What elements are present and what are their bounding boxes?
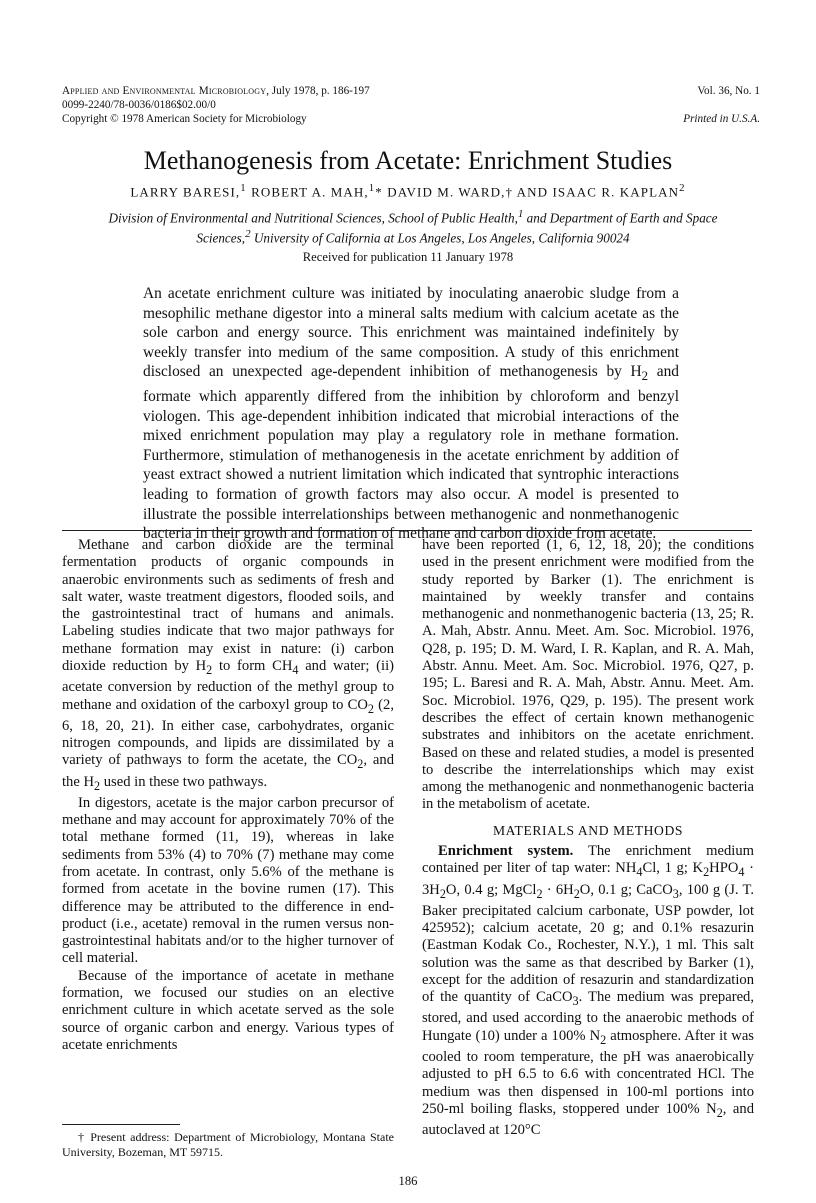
article-title: Methanogenesis from Acetate: Enrichment Studies xyxy=(143,146,673,175)
issue-info: , July 1978, p. 186-197 xyxy=(266,85,370,97)
volume-info: Vol. 36, No. 1 xyxy=(697,85,760,97)
doi-code: 0099-2240/78-0036/0186$02.00/0 xyxy=(62,99,216,111)
running-header-right xyxy=(540,84,760,126)
abstract: An acetate enrichment culture was initiated by inoculating anaerobic sludge from a mesophilic methane digestor into a mineral salts medium with calcium acetate as the sole carbon and energy source. This enrichment was maintained indefinitely by weekly transfer into medium of the same composition. A study of this enrichment disclosed an unexpected age-dependent inhibition of methanogenesis by $H_2$ and formate which apparently differed from the inhibition by chloroform and benzyl viologen. This age-dependent inhibition indicated that microbial interactions of the mixed enrichment population may play a regulatory role in methane formation. Furthermore, stimulation of methanogenesis in the acetate enrichment by addition of yeast extract showed a nutrient limitation which indicated that syntrophic interactions leading to formation of growth factors may also occur. A model is presented to illustrate the possible interrelationships between methanogenic and nonmethanogenic bacteria in their growth and formation of methane and carbon dioxide from acetate. xyxy=(143,285,679,543)
methods-text: The enrichment medium contained per liter of tap water: $NH_4Cl$, 1 g; $K_2HPO_4 \cdot 3H_2O$, 0.4 g; MgCl$_2$ · $6H_2O$, 0.1 g; CaCO$_3$, 100 g (J. T. Baker precipitated calcium carbonate, USP powder, lot 425952); calcium acetate, 20 g; and 0.1% resazurin (Eastman Kodak Co., Rochester, N.Y.), 1 ml. This salt solution was the same as that described by Barker (1), except for the addition of resazurin and standardization of the quantity of CaCO$_3$. The medium was prepared, stored, and used according to the anaerobic methods of Hungate (10) under a 100% $N_2$ atmosphere. After it was cooled to room temperature, the pH was anaerobically adjusted to pH 6.5 to 6.6 with concentrated HCl. The medium was then dispensed in 100-ml portions into 250-ml boiling flasks, stoppered under 100% $N_2$, and autoclaved at 120°C xyxy=(422,843,755,1139)
copyright-line: Copyright © 1978 American Society for Microbiology xyxy=(62,113,307,125)
methods-paragraph-1 xyxy=(422,843,754,1139)
journal-citation xyxy=(62,84,582,98)
run-in-heading: Enrichment system. xyxy=(438,843,574,860)
page-number: 186 xyxy=(398,1174,418,1188)
intro-paragraph-1: Methane and carbon dioxide are the terminal fermentation products of organic compounds in anaerobic environments such as sediments of fresh and salt water, waste treatment digestors, flooded soils, and the gastrointestinal tract of humans and animals. Labeling studies indicate that two major pathways for methane formation may exist in nature: (i) carbon dioxide reduction by $H_2$ to form $CH_4$ and water; (ii) acetate conversion by reduction of the methyl group to methane and oxidation of the carboxyl group to $CO_2$ (2, 6, 18, 20, 21). In either case, carbohydrates, organic nitrogen compounds, and lipids are dissimilated by a variety of pathways to form the acetate, the $CO_2$, and the $H_2$ used in these two pathways. xyxy=(62,537,394,793)
footnote: † Present address: Department of Microbiology, Montana State University, Bozeman, MT 59715. xyxy=(62,1130,394,1159)
body-column-right xyxy=(422,537,754,1139)
author-affiliation: Division of Environmental and Nutritional Sciences, School of Public Health,$^1$ and Department of Earth and Space Sciences,$^2$ University of California at Los Angeles, Los Angeles, California 90024 xyxy=(108,208,718,246)
footnote-divider xyxy=(62,1124,180,1125)
author-list: LARRY BARESI,$^1$ ROBERT A. MAH,$^1$* DAVID M. WARD,† AND ISAAC R. KAPLAN$^2$ xyxy=(130,182,686,200)
received-date: Received for publication 11 January 1978 xyxy=(302,250,514,264)
running-header-left xyxy=(62,84,582,126)
intro-paragraph-continued: have been reported (1, 6, 12, 18, 20); the conditions used in the present enrichment were modified from the study reported by Barker (1). The enrichment is maintained by weekly transfer and contains methanogenic and nonmethanogenic bacteria (13, 25; R. A. Mah, Abstr. Annu. Meet. Am. Soc. Microbiol. 1976, Q28, p. 195; D. M. Ward, I. R. Kaplan, and R. A. Mah, Abstr. Annu. Meet. Am. Soc. Microbiol. 1976, Q27, p. 195; L. Baresi and R. A. Mah, Abstr. Annu. Meet. Am. Soc. Microbiol. 1976, Q29, p. 195). The present work describes the effect of certain known methanogenic substrates and inhibitors on the acetate enrichment. Based on these and related studies, a model is presented to describe the interrelationships which may exist among the methanogenic and nonmethanogenic bacteria in the metabolism of acetate. xyxy=(422,537,754,813)
printed-location: Printed in U.S.A. xyxy=(683,113,760,125)
section-heading: MATERIALS AND METHODS xyxy=(492,822,684,838)
intro-paragraph-2: In digestors, acetate is the major carbon precursor of methane and may account for approximately 70% of the total methane formed (11, 19), whereas in lake sediments from 53% (4) to 70% (7) methane may come from acetate. In contrast, only 5.6% of the methane is formed from acetate in the bovine rumen (17). This difference may be attributed to the difference in end-product (i.e., acetate) removal in the rumen versus non-gastrointestinal habitats and/or to the higher turnover of cell material. xyxy=(62,794,394,967)
abstract-divider xyxy=(62,530,752,531)
journal-name: Applied and Environmental Microbiology xyxy=(62,85,267,97)
body-column-left xyxy=(62,537,394,1054)
intro-paragraph-3: Because of the importance of acetate in methane formation, we focused our studies on an elective enrichment culture in which acetate served as the sole source of organic carbon and energy. Various types of acetate enrichments xyxy=(62,967,394,1053)
